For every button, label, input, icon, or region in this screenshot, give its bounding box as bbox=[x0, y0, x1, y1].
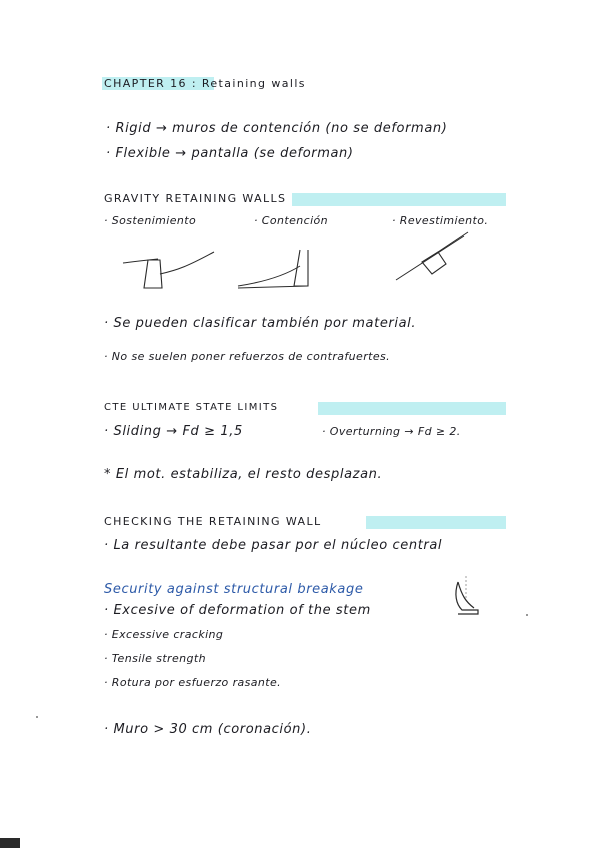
sketch-revestimiento bbox=[394, 228, 504, 288]
sliding-line: · Sliding → Fd ≥ 1,5 bbox=[104, 424, 243, 439]
overturning-line: · Overturning → Fd ≥ 2. bbox=[322, 425, 461, 438]
sketch-sostenimiento bbox=[118, 236, 228, 296]
gravity-highlight bbox=[292, 193, 506, 206]
security-item-cracking: · Excessive cracking bbox=[104, 628, 224, 641]
security-item-deformation: · Excesive of deformation of the stem bbox=[104, 603, 371, 618]
chapter-title: CHAPTER 16 : Retaining walls bbox=[104, 77, 306, 90]
sketch-contencion bbox=[234, 236, 344, 296]
classification-contrafuertes: · No se suelen poner refuerzos de contrafuertes. bbox=[104, 350, 391, 363]
label-revestimiento: · Revestimiento. bbox=[392, 214, 489, 227]
checking-heading: CHECKING THE RETAINING WALL bbox=[104, 515, 322, 528]
security-heading: Security against structural breakage bbox=[104, 582, 364, 597]
nucleo-line: · La resultante debe pasar por el núcleo central bbox=[104, 538, 443, 553]
security-item-rasante: · Rotura por esfuerzo rasante. bbox=[104, 676, 282, 689]
wall-coronacion: · Muro > 30 cm (coronación). bbox=[104, 722, 312, 737]
label-sostenimiento: · Sostenimiento bbox=[104, 214, 197, 227]
scan-speck bbox=[36, 716, 38, 718]
security-item-tensile: · Tensile strength bbox=[104, 652, 206, 665]
rigid-line: · Rigid → muros de contención (no se deforman) bbox=[106, 121, 448, 136]
scan-speck bbox=[526, 614, 528, 616]
cantilever-sketch bbox=[448, 574, 488, 618]
checking-highlight bbox=[366, 516, 506, 529]
scan-corner-mark bbox=[0, 838, 20, 848]
stabilizing-note: * El mot. estabiliza, el resto desplazan. bbox=[104, 467, 383, 482]
cte-highlight bbox=[318, 402, 506, 415]
classification-material: · Se pueden clasificar también por material. bbox=[104, 316, 417, 331]
flexible-line: · Flexible → pantalla (se deforman) bbox=[106, 146, 354, 161]
cte-heading: CTE ULTIMATE STATE LIMITS bbox=[104, 402, 279, 413]
gravity-heading: GRAVITY RETAINING WALLS bbox=[104, 192, 287, 205]
label-contencion: · Contención bbox=[254, 214, 329, 227]
